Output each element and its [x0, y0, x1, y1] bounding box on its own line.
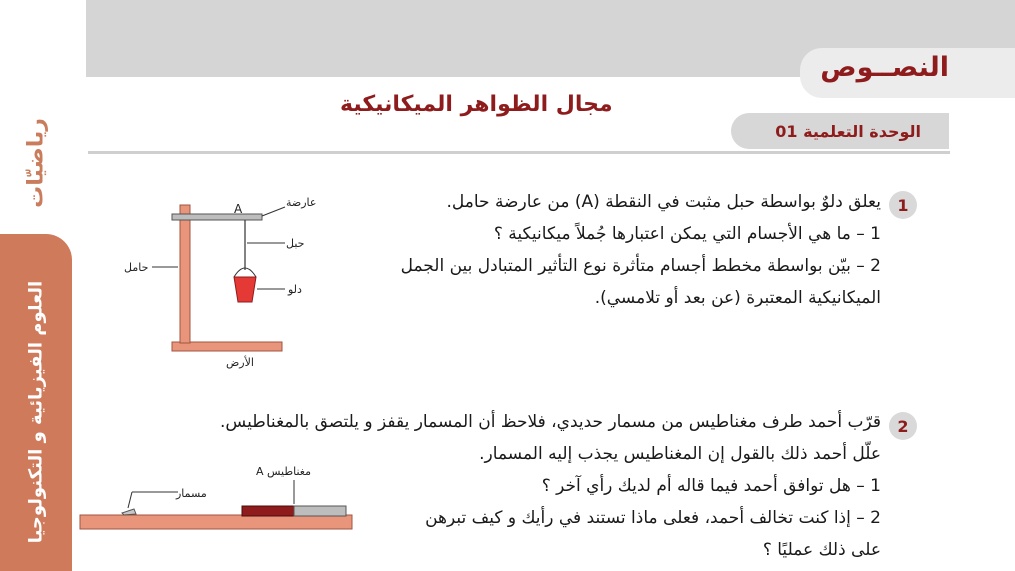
bucket-stand-figure — [110, 185, 340, 375]
figure1-bucket-label: دلو — [288, 283, 302, 296]
figure2-nail-label: مسمار — [176, 487, 207, 500]
figure2-magnet-label: مغناطيس A — [256, 465, 311, 478]
exercise-2-number: 2 — [889, 412, 917, 440]
exercise-2-line-2: علّل أحمد ذلك بالقول إن المغناطيس يجذب إليه المسمار. — [479, 444, 881, 464]
nail — [122, 509, 136, 515]
divider — [88, 151, 950, 154]
table-surface — [80, 515, 352, 529]
exercise-1-line-2: 1 – ما هي الأجسام التي يمكن اعتبارها جُملاً ميكانيكية ؟ — [493, 224, 881, 244]
stand-beam — [172, 214, 262, 220]
stand-pole — [180, 205, 190, 343]
unit-label: الوحدة التعلمية 01 — [775, 121, 921, 141]
exercise-2-line-4: 2 – إذا كنت تخالف أحمد، فعلى ماذا تستند في رأيك و كيف تبرهن — [425, 508, 881, 528]
figure1-rope-label: حبل — [286, 237, 305, 250]
exercise-2-line-1: قرّب أحمد طرف مغناطيس من مسمار حديدي، فلاحظ أن المسمار يقفز و يلتصق بالمغناطيس. — [220, 412, 881, 432]
figure1-stand-label: حامل — [124, 261, 149, 274]
nail-arrow-tail — [128, 492, 132, 508]
bucket — [234, 277, 256, 302]
magnet-dark-pole — [242, 506, 294, 516]
unit-badge — [731, 113, 949, 149]
exercise-1-text — [401, 186, 881, 314]
exercise-1-line-3: 2 – بيّن بواسطة مخطط أجسام متأثرة نوع التأثير المتبادل بين الجمل — [400, 256, 881, 276]
exercise-1-line-1: يعلق دلوٌ بواسطة حبل مثبت في النقطة (A) من عارضة حامل. — [446, 192, 881, 212]
magnet-nail-figure — [78, 462, 358, 537]
science-label: العلوم الفيزيائية و التكنولوجيا — [25, 280, 47, 544]
figure1-ground-label: الأرض — [226, 356, 254, 369]
exercise-1-line-4: الميكانيكية المعتبرة (عن بعد أو تلامسي). — [594, 288, 881, 308]
figure1-point-label: A — [234, 202, 243, 216]
page-title: النصــوص — [820, 52, 949, 83]
figure1-beam-label: عارضة — [286, 196, 317, 209]
beam-arrow — [262, 207, 285, 216]
subject-label: رياضيّات — [23, 118, 49, 208]
exercise-2-line-3: 1 – هل توافق أحمد فيما قاله أم لديك رأي آخر ؟ — [541, 476, 881, 496]
magnet-light-pole — [294, 506, 346, 516]
exercise-2-line-5: على ذلك عمليًا ؟ — [762, 540, 881, 560]
exercise-1-number: 1 — [889, 191, 917, 219]
domain-title: مجال الظواهر الميكانيكية — [340, 92, 613, 117]
